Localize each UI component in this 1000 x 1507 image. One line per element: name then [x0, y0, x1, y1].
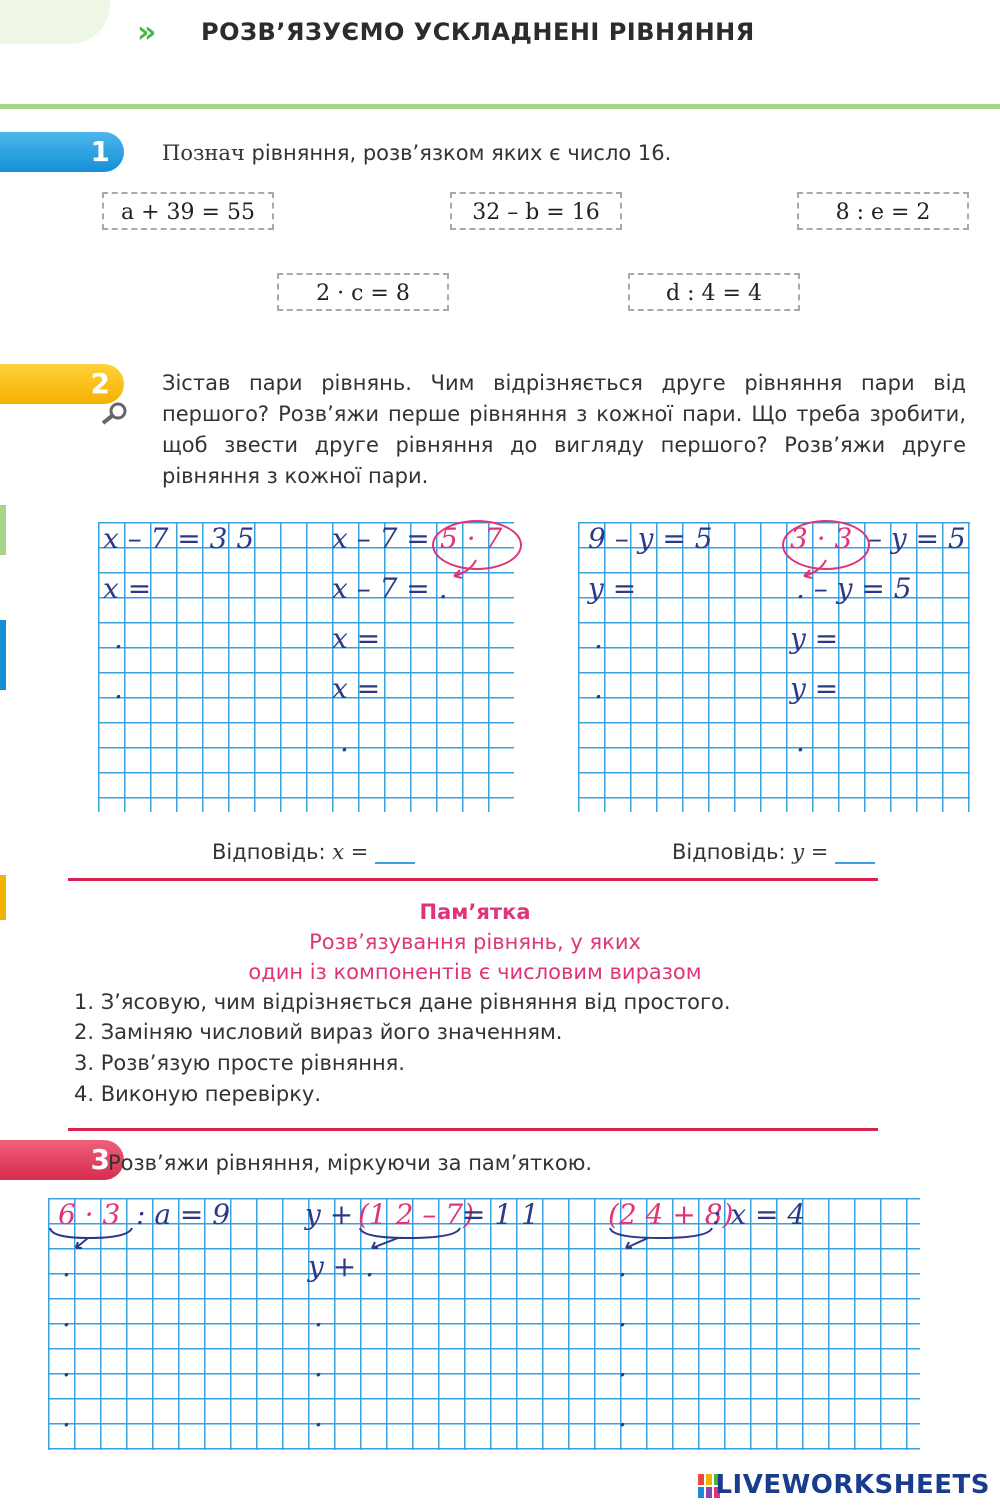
equation-handwritten[interactable]: y + . — [308, 1250, 374, 1283]
magnifier-icon — [100, 400, 130, 426]
dot-placeholder[interactable]: . — [594, 672, 603, 705]
memo-subtitle: один із компонентів є числовим виразом — [248, 960, 702, 984]
memo-top-rule — [68, 878, 878, 881]
equation-handwritten: x – 7 = 3 5 — [103, 522, 255, 555]
grid-task3 — [48, 1198, 920, 1450]
expression-pink: (1 2 – 7) — [358, 1198, 474, 1231]
task-number-badge: 1 — [0, 132, 124, 172]
circled-expression: 3 · 3 — [790, 522, 853, 555]
task3-instruction: Розв’яжи рівняння, міркуючи за пам’яткою. — [108, 1151, 593, 1175]
equation-handwritten: : a = 9 — [136, 1198, 231, 1231]
dot-placeholder[interactable]: . — [314, 1300, 323, 1333]
equation-option[interactable]: a + 39 = 55 — [102, 192, 274, 230]
equation-option[interactable]: d : 4 = 4 — [628, 273, 800, 311]
equation-option[interactable]: 8 : e = 2 — [797, 192, 969, 230]
dot-placeholder[interactable]: . — [796, 725, 805, 758]
equation-handwritten[interactable]: x = — [332, 672, 381, 705]
circled-expression: 5 · 7 — [440, 522, 503, 555]
equation-handwritten: : x = 4 — [712, 1198, 806, 1231]
equation-handwritten[interactable]: y = — [790, 672, 839, 705]
memo-bottom-rule — [68, 1128, 878, 1131]
brace-arrow-icon — [608, 1226, 714, 1252]
watermark: LIVEWORKSHEETS — [715, 1470, 990, 1500]
equation-handwritten: = 1 1 — [462, 1198, 539, 1231]
double-chevron-icon: » — [137, 15, 149, 50]
dot-placeholder[interactable]: . — [618, 1300, 627, 1333]
side-mark-green — [0, 505, 6, 555]
dot-placeholder[interactable]: . — [618, 1400, 627, 1433]
dot-placeholder[interactable]: . — [62, 1300, 71, 1333]
equation-handwritten: x – 7 = — [332, 522, 430, 555]
dot-placeholder[interactable]: . — [594, 622, 603, 655]
grid-right — [578, 522, 970, 812]
answer-x: Відповідь: x = — [212, 840, 415, 864]
memo-subtitle: Розв’язування рівнянь, у яких — [309, 930, 641, 954]
dot-placeholder[interactable]: . — [618, 1250, 627, 1283]
dot-placeholder[interactable]: . — [62, 1250, 71, 1283]
expression-pink: 6 · 3 — [58, 1198, 121, 1231]
equation-handwritten[interactable]: y = — [588, 572, 637, 605]
dot-placeholder[interactable]: . — [62, 1350, 71, 1383]
equation-handwritten[interactable]: x – 7 = . — [332, 572, 448, 605]
memo-title: Пам’ятка — [419, 900, 531, 924]
equation-handwritten: – y = 5 — [868, 522, 966, 555]
brace-arrow-icon — [358, 1226, 462, 1252]
answer-y-input[interactable] — [835, 840, 875, 864]
equation-option[interactable]: 32 – b = 16 — [450, 192, 622, 230]
memo-item: 1. З’ясовую, чим відрізняється дане рівняння від простого. — [74, 990, 731, 1014]
arrow-icon — [450, 558, 480, 580]
dot-placeholder[interactable]: . — [114, 672, 123, 705]
page-title: РОЗВ’ЯЗУЄМО УСКЛАДНЕНІ РІВНЯННЯ — [201, 18, 755, 46]
dot-placeholder[interactable]: . — [314, 1400, 323, 1433]
dot-placeholder[interactable]: . — [314, 1350, 323, 1383]
header-divider — [0, 104, 1000, 109]
task-number-badge: 3 — [0, 1140, 124, 1180]
side-mark-blue — [0, 620, 6, 690]
equation-handwritten: y + — [305, 1198, 354, 1231]
equation-handwritten: 9 – y = 5 — [588, 522, 713, 555]
task-number-badge: 2 — [0, 364, 124, 404]
equation-handwritten[interactable]: . – y = 5 — [796, 572, 912, 605]
equation-option[interactable]: 2 · c = 8 — [277, 273, 449, 311]
dot-placeholder[interactable]: . — [340, 725, 349, 758]
memo-item: 3. Розв’язую просте рівняння. — [74, 1051, 405, 1075]
expression-pink: (2 4 + 8) — [608, 1198, 734, 1231]
brace-arrow-icon — [48, 1226, 134, 1252]
task1-instruction: Познач рівняння, розв’язком яких є число 16. — [162, 141, 672, 165]
equation-handwritten[interactable]: x = — [103, 572, 152, 605]
dot-placeholder[interactable]: . — [618, 1350, 627, 1383]
dot-placeholder[interactable]: . — [114, 622, 123, 655]
memo-item: 4. Виконую перевірку. — [74, 1082, 322, 1106]
memo-item: 2. Заміняю числовий вираз його значенням. — [74, 1020, 563, 1044]
answer-y: Відповідь: y = — [672, 840, 875, 864]
equation-handwritten[interactable]: y = — [790, 622, 839, 655]
dot-placeholder[interactable]: . — [62, 1400, 71, 1433]
header-tab — [0, 0, 110, 44]
task2-instruction: Зістав пари рівнянь. Чим відрізняється друге рівняння пари від першого? Розв’яжи перше рівняння з кожної пари. Що треба зробити, щоб звести друге рівняння до вигляду першого? Розв’яжи друге рівняння з кожної пари. — [162, 371, 966, 488]
answer-x-input[interactable] — [375, 840, 415, 864]
equation-handwritten[interactable]: x = — [332, 622, 381, 655]
